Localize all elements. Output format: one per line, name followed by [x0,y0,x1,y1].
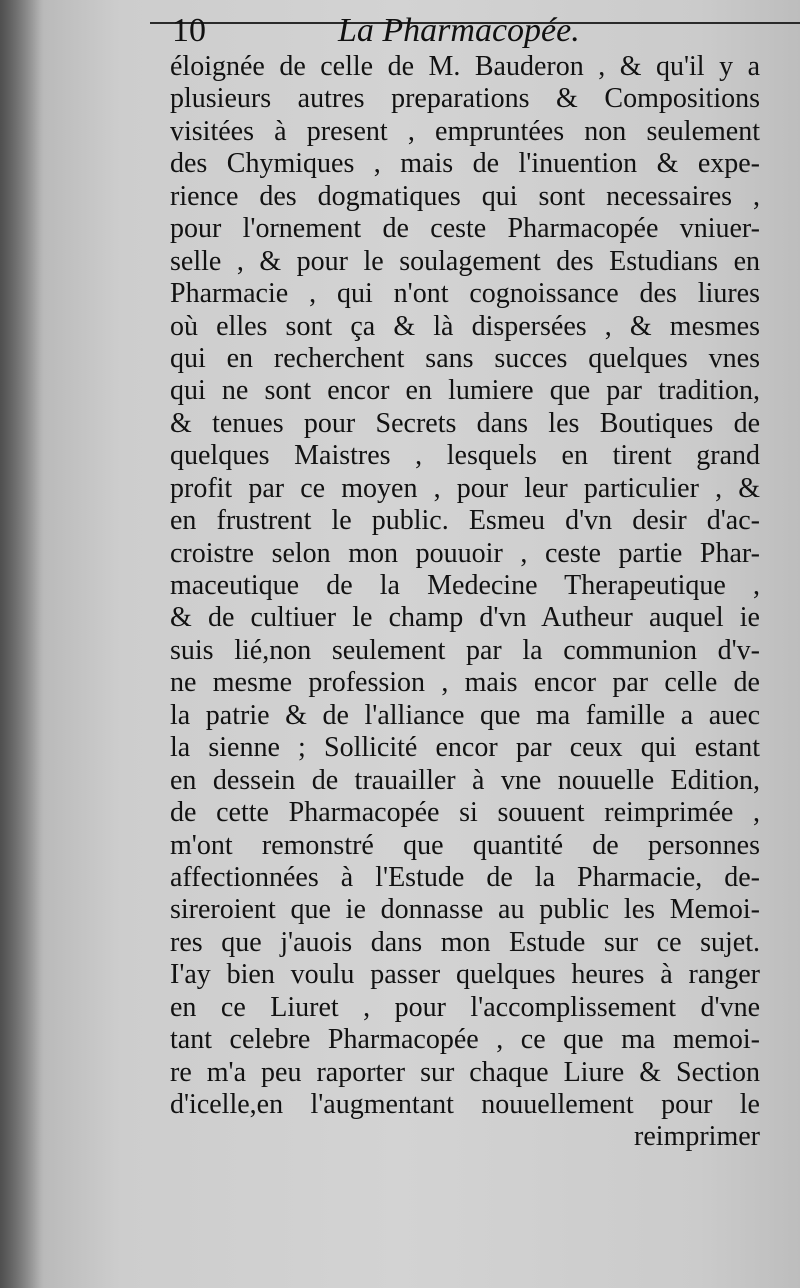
text-line: I'ay bien voulu passer quelques heures à ranger [170,959,760,991]
text-line: qui ne sont encor en lumiere que par tradition, [170,375,760,407]
text-line: la sienne ; Sollicité encor par ceux qui estant [170,732,760,764]
text-line: & de cultiuer le champ d'vn Autheur auquel ie [170,602,760,634]
text-line: de cette Pharmacopée si souuent reimprimée , [170,797,760,829]
running-title: La Pharmacopée. [338,12,580,49]
text-line: visitées à present , empruntées non seulement [170,115,760,147]
text-line: où elles sont ça & là dispersées , & mesmes [170,310,760,342]
text-line: m'ont remonstré que quantité de personnes [170,829,760,861]
text-line: en ce Liuret , pour l'accomplissement d'vne [170,991,760,1023]
text-line: la patrie & de l'alliance que ma famille a auec [170,699,760,731]
text-line: re m'a peu raporter sur chaque Liure & Section [170,1056,760,1088]
text-line: croistre selon mon pouuoir , ceste partie Phar- [170,537,760,569]
text-line: rience des dogmatiques qui sont necessaires , [170,180,760,212]
text-line: Pharmacie , qui n'ont cognoissance des liures [170,278,760,310]
text-line: maceutique de la Medecine Therapeutique , [170,570,760,601]
text-line: éloignée de celle de M. Bauderon , & qu'il y a [170,51,760,82]
text-line: affectionnées à l'Estude de la Pharmacie, de- [170,861,760,893]
text-line: quelques Maistres , lesquels en tirent grand [170,440,760,472]
text-line: pour l'ornement de ceste Pharmacopée vniuer- [170,213,760,245]
text-line: suis lié,non seulement par la communion d'v- [170,634,760,666]
text-line: qui en recherchent sans succes quelques vnes [170,342,760,374]
text-line: des Chymiques , mais de l'inuention & expe- [170,148,760,180]
text-line: plusieurs autres preparations & Compositions [170,83,760,115]
text-line: ne mesme profession , mais encor par celle de [170,667,760,699]
text-line: res que j'auois dans mon Estude sur ce sujet. [170,926,760,958]
page-number: 10 [172,12,206,49]
binding-gutter-shadow [0,0,44,1288]
text-line: & tenues pour Secrets dans les Boutiques de [170,407,760,439]
text-line: selle , & pour le soulagement des Estudians en [170,245,760,277]
text-line: profit par ce moyen , pour leur particulier , & [170,472,760,504]
text-line-catchword: reimprimer [634,1121,760,1153]
text-line: en dessein de trauailler à vne nouuelle Edition, [170,764,760,796]
text-line: en frustrent le public. Esmeu d'vn desir d'ac- [170,505,760,537]
body-text [170,51,760,1154]
text-line: tant celebre Pharmacopée , ce que ma memoi- [170,1024,760,1056]
text-line: d'icelle,en l'augmentant nouuellement pour le [170,1089,760,1120]
text-line: sireroient que ie donnasse au public les Memoi- [170,894,760,926]
